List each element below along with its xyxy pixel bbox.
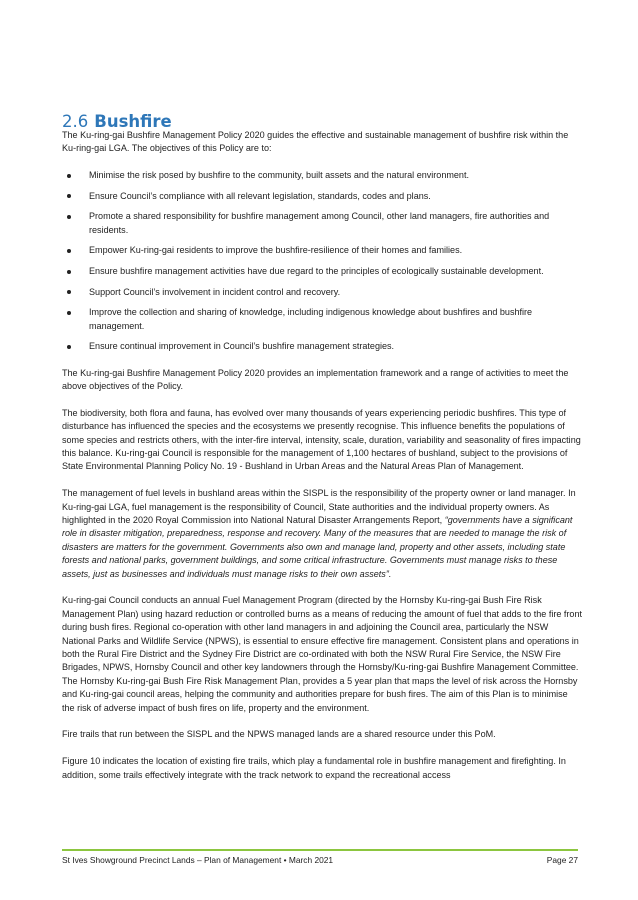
section-number: 2.6	[62, 112, 89, 131]
framework-paragraph: The Ku-ring-gai Bushfire Management Policy 2020 provides an implementation framework and a range of activities to meet the above objectives of the Policy.	[62, 367, 569, 391]
intro-paragraph: The Ku-ring-gai Bushfire Management Policy 2020 guides the effective and sustainable management of bushfire risk within the Ku-ring-gai LGA. The objectives of this Policy are to:	[62, 130, 569, 154]
objective-item: Empower Ku-ring-gai residents to improve the bushfire-resilience of their homes and families.	[62, 244, 582, 257]
figure-reference-paragraph: Figure 10 indicates the location of existing fire trails, which play a fundamental role in bushfire management and firefighting. In addition, some trails effectively integrate with the track network to expand the recreational access	[62, 756, 566, 780]
fuel-management-lead: The management of fuel levels in bushland areas within the SISPL is the responsibility of the property owner or land manager. In Ku-ring-gai LGA, fuel management is the responsibility of Council, State authorities and the individual property owners. As highlighted in the 2020 Royal Commission into National Natural Disaster Arrangements Report,	[62, 488, 576, 526]
body-text	[62, 129, 582, 795]
fuel-management-paragraph	[62, 487, 582, 581]
objectives-list	[62, 169, 582, 353]
footer-document-title: St Ives Showground Precinct Lands – Plan of Management • March 2021	[62, 855, 334, 865]
biodiversity-paragraph: The biodiversity, both flora and fauna, has evolved over many thousands of years experiencing periodic bushfires. This type of disturbance has influenced the species and the ecosystems we presently recognise. This influence benefits the populations of some species and restricts others, with the inter-fire interval, intensity, scale, duration, variability and seasonality of fires impacting this balance. Ku-ring-gai Council is responsible for the management of 1,100 hectares of bushland, subject to the provisions of State Environmental Planning Policy No. 19 - Bushland in Urban Areas and the Natural Areas Plan of Management.	[62, 407, 581, 472]
section-heading	[62, 100, 172, 132]
footer-rule	[62, 849, 578, 851]
objective-item: Promote a shared responsibility for bushfire management among Council, other land managers, fire authorities and residents.	[62, 210, 582, 237]
objective-item: Ensure continual improvement in Council’s bushfire management strategies.	[62, 340, 582, 353]
objective-item: Support Council’s involvement in incident control and recovery.	[62, 286, 582, 299]
royal-commission-quote: “governments have a significant role in disaster mitigation, preparedness, response and recovery. Many of the measures that are needed to manage the risk of disasters are matters for the government. Governments also own and manage land, property and other assets, including state forests and national parks, government buildings, and some critical infrastructure. Governments must manage risks to these assets, just as businesses and individuals must manage risks to their own assets”.	[62, 515, 573, 579]
objective-item: Ensure Council’s compliance with all relevant legislation, standards, codes and plans.	[62, 190, 582, 203]
objective-item: Improve the collection and sharing of knowledge, including indigenous knowledge about bushfires and bushfire management.	[62, 306, 582, 333]
section-title: Bushfire	[94, 112, 172, 131]
fuel-program-paragraph: Ku-ring-gai Council conducts an annual Fuel Management Program (directed by the Hornsby Ku-ring-gai Bush Fire Risk Management Plan) using hazard reduction or controlled burns as a means of reducing the amount of fuel that adds to the fire front during bush fires. Regional co-operation with other land managers in and adjoining the Council area, particularly the NSW National Parks and Wildlife Service (NPWS), is essential to ensure effective fire management. Consistent plans and operations in both the Rural Fire District and the Sydney Fire District are co-ordinated with both the NSW Rural Fire Service, the NSW Fire Brigades, NPWS, Hornsby Council and other key landowners through the Hornsby/Ku-ring-gai Bushfire Management Committee. The Hornsby Ku-ring-gai Bush Fire Risk Management Plan, provides a 5 year plan that maps the level of risk across the Hornsby and Ku-ring-gai council areas, helping the community and authorities prepare for bush fires. The aim of this Plan is to minimise the risk of adverse impact of bush fires on life, property and the environment.	[62, 595, 583, 713]
objective-item: Minimise the risk posed by bushfire to the community, built assets and the natural environment.	[62, 169, 582, 182]
objective-item: Ensure bushfire management activities have due regard to the principles of ecologically sustainable development.	[62, 265, 582, 278]
page-number: Page 27	[546, 855, 578, 865]
fire-trails-paragraph: Fire trails that run between the SISPL and the NPWS managed lands are a shared resource under this PoM.	[62, 729, 496, 740]
